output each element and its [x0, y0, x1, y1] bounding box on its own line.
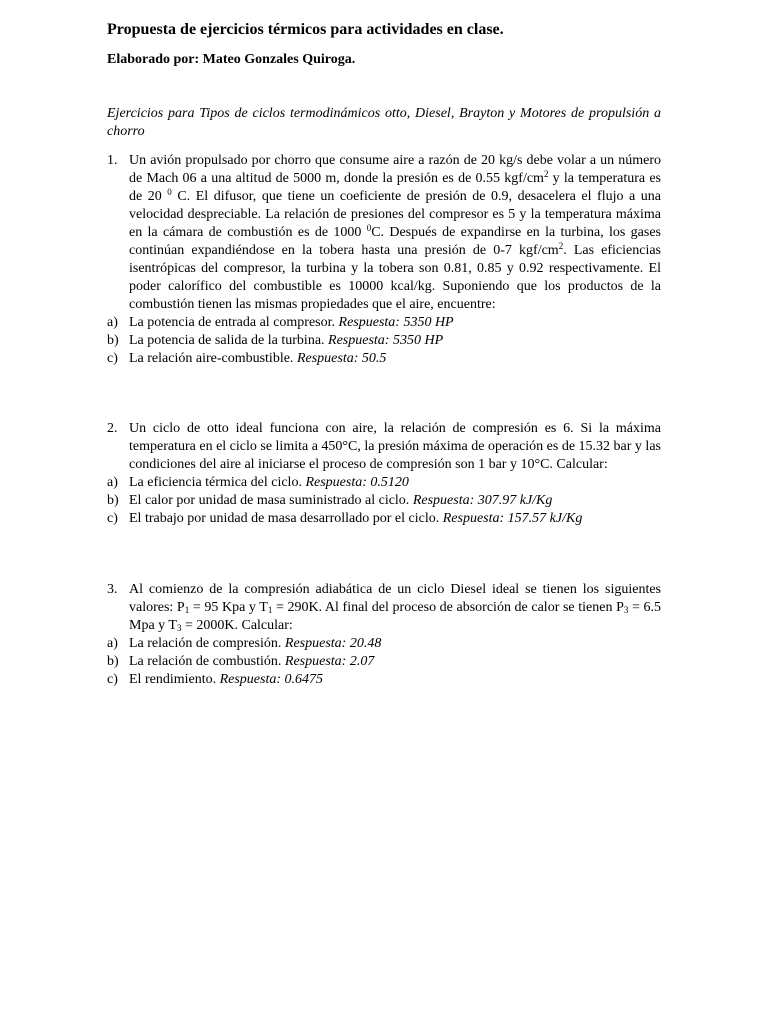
answer: Respuesta: 50.5 [296, 351, 387, 366]
answer: Respuesta: 0.6475 [219, 672, 324, 687]
sub-question-list [107, 314, 661, 368]
sub-question: c) El rendimiento. Respuesta: 0.6475 [107, 672, 324, 687]
exercise-3 [107, 581, 661, 689]
sub-question: b) El calor por unidad de masa suministrado al ciclo. Respuesta: 307.97 kJ/Kg [107, 493, 553, 508]
sub-question: c) El trabajo por unidad de masa desarrollado por el ciclo. Respuesta: 157.57 kJ/Kg [107, 511, 583, 526]
sub-question: a) La potencia de entrada al compresor. Respuesta: 5350 HP [107, 315, 454, 330]
answer: Respuesta: 157.57 kJ/Kg [442, 511, 583, 526]
exercise-number: 2. [107, 421, 118, 436]
exercise-1 [107, 152, 661, 368]
answer: Respuesta: 2.07 [284, 654, 375, 669]
sub-question-list [107, 474, 661, 528]
exercise-statement: Al comienzo de la compresión adiabática de un ciclo Diesel ideal se tienen los siguientes valores: $P_1 = 95$ Kpa y $T_1 = 290K$. Al final del proceso de absorción de calor se tienen $P_3 = 6.5$ Mpa y $T_3 = 2000K$. Calcular: [129, 582, 662, 633]
sub-question: a) La eficiencia térmica del ciclo. Respuesta: 0.5120 [107, 475, 409, 490]
sub-question: b) La relación de combustión. Respuesta: 2.07 [107, 654, 375, 669]
document-title: Propuesta de ejercicios térmicos para actividades en clase. [107, 21, 504, 38]
answer: Respuesta: 5350 HP [338, 315, 454, 330]
sub-question: a) La relación de compresión. Respuesta: 20.48 [107, 636, 382, 651]
intro-text: Ejercicios para Tipos de ciclos termodinámicos otto, Diesel, Brayton y Motores de propulsión a chorro [107, 106, 661, 139]
exercise-statement: Un avión propulsado por chorro que consume aire a razón de 20 kg/s debe volar a un número de Mach 06 a una altitud de 5000 m, donde la presión es de 0.55 kgf/$cm^2$ y la temperatura es de 20 $^0$ C. El difusor, que tiene un coeficiente de presión de 0.9, desacelera el flujo a una velocidad despreciable. La relación de presiones del compresor es 5 y la temperatura máxima en la cámara de combustión es de 1000 $^0$C. Después de expandirse en la turbina, los gases continúan expandiéndose en la tobera hasta una presión de 0-7 kgf/$cm^2$. Las eficiencias isentrópicas del compresor, la turbina y la tobera son 0.81, 0.85 y 0.92 respectivamente. El poder calorífico del combustible es 10000 kcal/kg. Suponiendo que los productos de la combustión tienen las mismas propiedades que el aire, encuentre: [129, 153, 662, 312]
answer: Respuesta: 307.97 kJ/Kg [412, 493, 553, 508]
exercise-2 [107, 420, 661, 528]
exercise-statement: Un ciclo de otto ideal funciona con aire, la relación de compresión es 6. Si la máxima temperatura en el ciclo se limita a 450°C, la presión máxima de operación es de 15.32 bar y las condiciones del aire al iniciarse el proceso de compresión son 1 bar y 10°C. Calcular: [129, 421, 661, 472]
sub-question: b) La potencia de salida de la turbina. Respuesta: 5350 HP [107, 333, 444, 348]
answer: Respuesta: 0.5120 [305, 475, 409, 490]
document-author: Elaborado por: Mateo Gonzales Quiroga. [107, 52, 356, 67]
exercise-number: 3. [107, 582, 118, 597]
exercise-number: 1. [107, 153, 118, 168]
answer: Respuesta: 5350 HP [328, 333, 444, 348]
sub-question-list [107, 635, 661, 689]
answer: Respuesta: 20.48 [284, 636, 382, 651]
sub-question: c) La relación aire-combustible. Respuesta: 50.5 [107, 351, 387, 366]
